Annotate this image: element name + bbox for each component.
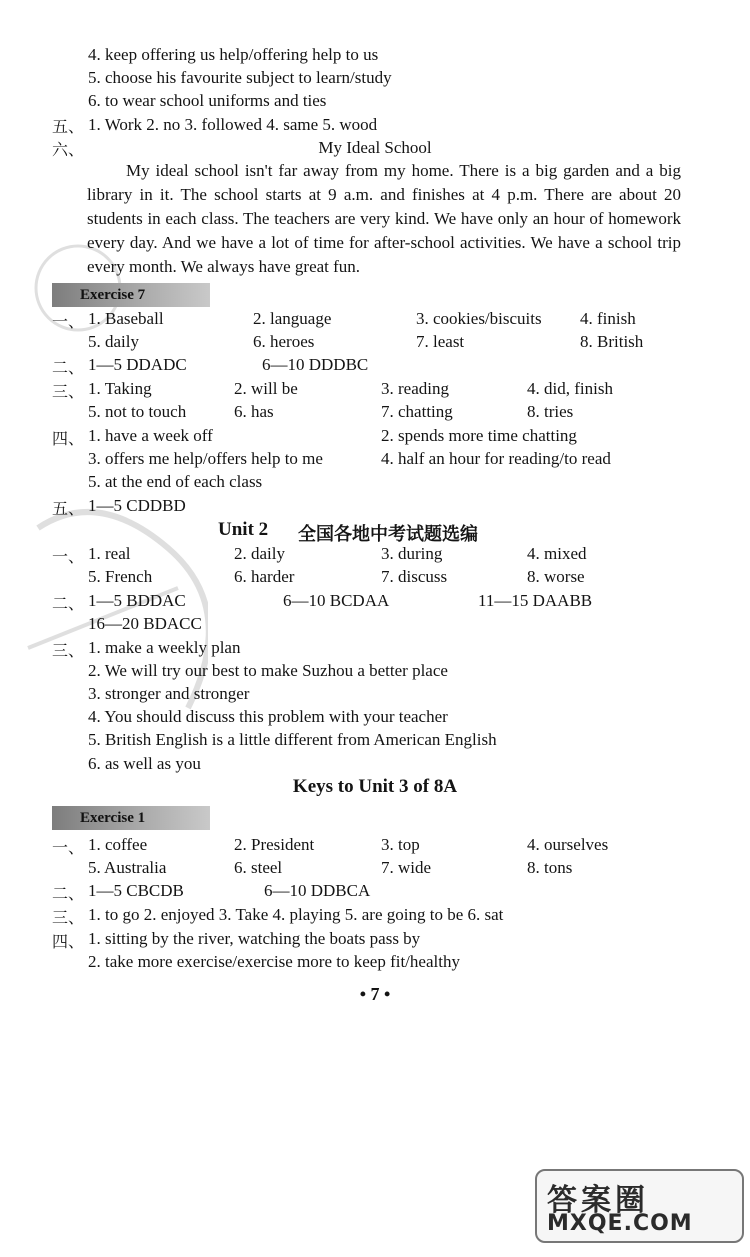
answer-item: 2. take more exercise/exercise more to keep fit/healthy [88,952,460,971]
answer-item: 8. worse [527,567,585,586]
answer-item: 4. did, finish [527,379,613,398]
answer-item: 7. discuss [381,567,448,586]
page-number: • 7 • [359,984,391,1004]
answer-item: 6. has [234,402,274,421]
watermark-text-cn: 答案圈 [547,1183,649,1218]
answer-item: 1. sitting by the river, watching the boats pass by [88,929,421,948]
section-number: 二、 [52,594,85,613]
answer-item: 2. We will try our best to make Suzhou a better place [88,661,448,680]
section-number: 六、 [52,140,85,159]
essay-title: My Ideal School [318,138,432,157]
answer-item: 1. real [88,544,131,563]
section-number: 五、 [52,499,85,518]
unit-subtitle: 全国各地中考试题选编 [298,524,478,545]
answer-item: 7. chatting [381,402,453,421]
answer-item: 2. language [253,309,332,328]
answer-item: 6—10 BCDAA [283,591,390,610]
section-number: 三、 [52,908,85,927]
answer-item: 16—20 BDACC [88,614,202,633]
exercise-label: Exercise 7 [52,283,210,307]
answer-item: 6—10 DDDBC [262,355,369,374]
answer-item: 1. have a week off [88,426,213,445]
answer-item: 4. finish [580,309,636,328]
answer-item: 6—10 DDBCA [264,881,371,900]
answer-item: 2. will be [234,379,298,398]
section-number: 一、 [52,838,85,857]
answer-item: 5. at the end of each class [88,472,263,491]
section-number: 五、 [52,117,85,136]
section-number: 四、 [52,429,85,448]
section-number: 三、 [52,641,85,660]
answer-item: 3. offers me help/offers help to me [88,449,323,468]
answer-item: 11—15 DAABB [478,591,593,610]
answer-item: 3. during [381,544,443,563]
section-number: 三、 [52,382,85,401]
answer-item: 5. Australia [88,858,167,877]
answer-item: 6. harder [234,567,295,586]
answer-item: 1. to go 2. enjoyed 3. Take 4. playing 5. are going to be 6. sat [88,905,504,924]
answer-item: 1—5 CDDBD [88,496,186,515]
keys-title: Keys to Unit 3 of 8A [292,776,458,797]
answer-item: 5. daily [88,332,139,351]
answer-item: 5. not to touch [88,402,187,421]
answer-item: 1. Taking [88,379,152,398]
answer-item: 1. Baseball [88,309,164,328]
answer-item: 3. top [381,835,420,854]
answer-item: 1—5 CBCDB [88,881,184,900]
answer-item: 7. wide [381,858,432,877]
answer-item: 6. heroes [253,332,315,351]
answer-item: 6. as well as you [88,754,201,773]
answer-item: 7. least [416,332,465,351]
answer-item: 8. tries [527,402,574,421]
section-number: 四、 [52,932,85,951]
section-number: 二、 [52,358,85,377]
answer-line: 1. Work 2. no 3. followed 4. same 5. wood [88,115,378,134]
answer-item: 5. British English is a little different from American English [88,730,497,749]
answer-item: 4. ourselves [527,835,609,854]
answer-item: 4. half an hour for reading/to read [381,449,611,468]
answer-line: 4. keep offering us help/offering help to us [88,45,379,64]
essay-paragraph: My ideal school isn't far away from my home. There is a big garden and a big library in it. The school starts at 9 a.m. and finishes at 4 p.m. There are about 20 students in each class. The teachers are very kind. We have only an hour of homework every day. And we have a lot of time for after-school activities. We have a school trip every month. We always have great fun. [87,161,681,276]
watermark-logo [535,1169,744,1243]
answer-item: 1. coffee [88,835,148,854]
answer-line: 5. choose his favourite subject to learn/study [88,68,392,87]
section-number: 一、 [52,547,85,566]
answer-item: 1—5 DDADC [88,355,187,374]
answer-item: 8. British [580,332,644,351]
exercise-label: Exercise 1 [52,806,210,830]
section-number: 二、 [52,884,85,903]
answer-item: 8. tons [527,858,573,877]
unit-title: Unit 2 [218,519,269,540]
answer-item: 5. French [88,567,153,586]
answer-item: 1—5 BDDAC [88,591,186,610]
answer-item: 1. make a weekly plan [88,638,241,657]
answer-item: 3. reading [381,379,449,398]
answer-item: 2. spends more time chatting [381,426,577,445]
section-number: 一、 [52,312,85,331]
answer-item: 2. President [234,835,315,854]
answer-item: 2. daily [234,544,285,563]
answer-item: 6. steel [234,858,283,877]
answer-line: 6. to wear school uniforms and ties [88,91,327,110]
answer-item: 4. mixed [527,544,587,563]
watermark-text-en: MXQE.COM [547,1211,693,1236]
answer-item: 3. stronger and stronger [88,684,250,703]
answer-item: 3. cookies/biscuits [416,309,542,328]
answer-item: 4. You should discuss this problem with your teacher [88,707,448,726]
